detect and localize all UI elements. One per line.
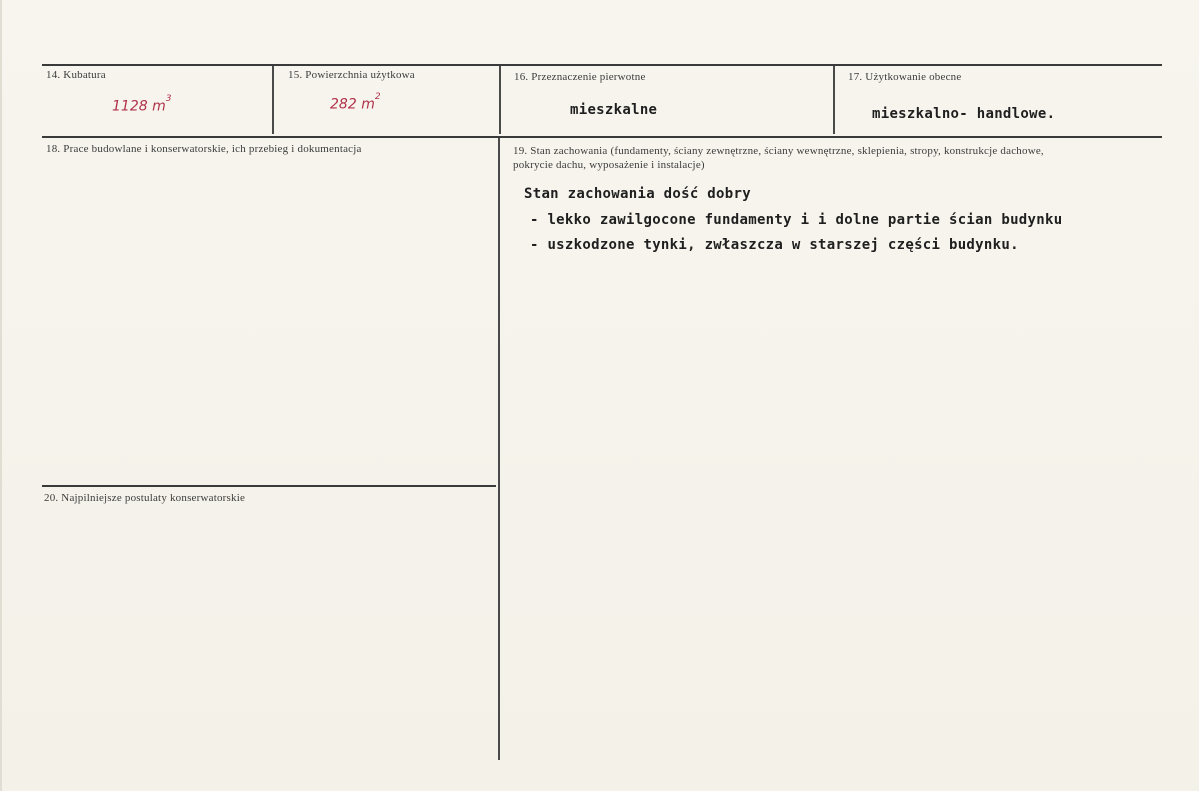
kubatura-number: 1128	[112, 98, 148, 115]
field-16-label: 16. Przeznaczenie pierwotne	[514, 71, 646, 83]
divider-14-15	[272, 66, 274, 134]
middle-rule	[42, 136, 1162, 138]
divider-16-17	[833, 66, 835, 134]
field-19-line-3: - uszkodzone tynki, zwłaszcza w starszej części budynku.	[530, 237, 1019, 253]
top-rule	[42, 64, 1162, 66]
field-16-value: mieszkalne	[570, 102, 658, 118]
field-19-label: 19. Stan zachowania (fundamenty, ściany zewnętrzne, ściany wewnętrzne, sklepienia, stropy, konstrukcje dachowe, pokrycie dachu, wyposażenie i instalacje)	[513, 145, 1044, 171]
divider-left-right	[498, 138, 500, 760]
kubatura-unit-exp: 3	[165, 94, 172, 104]
field-17-value: mieszkalno- handlowe.	[872, 106, 1056, 122]
kubatura-unit: m	[152, 98, 166, 115]
field-15-label: 15. Powierzchnia użytkowa	[288, 69, 415, 81]
divider-15-16	[499, 66, 501, 134]
field-20-label: 20. Najpilniejsze postulaty konserwatorskie	[44, 492, 246, 504]
section-20-rule	[42, 485, 496, 487]
field-15-value	[330, 92, 381, 113]
powierzchnia-unit: m	[361, 96, 375, 113]
field-17-label: 17. Użytkowanie obecne	[848, 71, 962, 83]
field-19-line-1: Stan zachowania dość dobry	[524, 186, 751, 202]
field-19-line-2: - lekko zawilgocone fundamenty i i dolne partie ścian budynku	[530, 212, 1063, 228]
powierzchnia-unit-exp: 2	[374, 92, 381, 102]
powierzchnia-number: 282	[330, 96, 357, 113]
field-18-label: 18. Prace budowlane i konserwatorskie, ich przebieg i dokumentacja	[46, 143, 362, 155]
field-14-label: 14. Kubatura	[46, 69, 106, 81]
field-14-value	[112, 94, 172, 115]
